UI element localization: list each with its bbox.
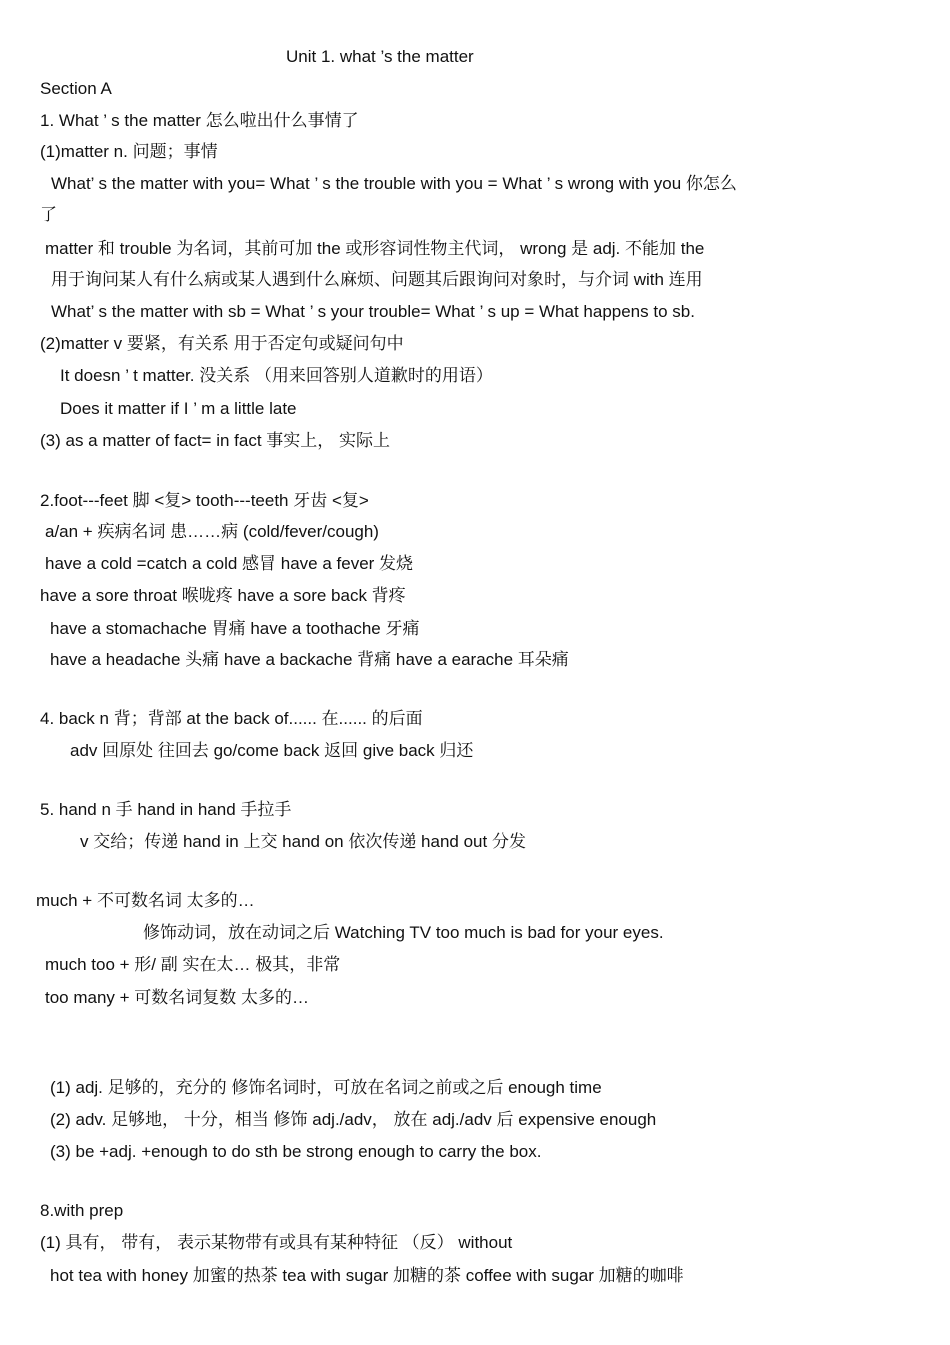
text-line: have a sore throat 喉咙疼 have a sore back 背疼 xyxy=(40,586,406,605)
text-line: 1. What ’ s the matter 怎么啦出什么事情了 xyxy=(40,111,359,130)
text-line: 修饰动词，放在动词之后 Watching TV too much is bad for your eyes. xyxy=(143,923,664,942)
text-line: What’ s the matter with you= What ’ s the trouble with you = What ’ s wrong with you 你怎么 xyxy=(51,174,737,193)
text-line: have a headache 头痛 have a backache 背痛 have a earache 耳朵痛 xyxy=(50,650,569,669)
text-line: adv 回原处 往回去 go/come back 返回 give back 归还 xyxy=(70,741,474,760)
text-line: too many + 可数名词复数 太多的… xyxy=(45,988,310,1007)
text-line: 了 xyxy=(40,205,57,224)
text-line: much too + 形/ 副 实在太… 极其，非常 xyxy=(45,955,341,974)
text-line: 4. back n 背；背部 at the back of...... 在...... 的后面 xyxy=(40,709,423,728)
text-line: 5. hand n 手 hand in hand 手拉手 xyxy=(40,800,292,819)
text-line: have a stomachache 胃痛 have a toothache 牙痛 xyxy=(50,619,420,638)
text-line: Section A xyxy=(40,79,112,98)
text-line: 8.with prep xyxy=(40,1201,124,1220)
text-line: 用于询问某人有什么病或某人遇到什么麻烦、问题其后跟询问对象时，与介词 with 连用 xyxy=(51,270,703,289)
text-line: Does it matter if I ’ m a little late xyxy=(60,399,297,418)
text-line: It doesn ’ t matter. 没关系 （用来回答别人道歉时的用语） xyxy=(60,366,493,385)
text-line: (1) adj. 足够的，充分的 修饰名词时，可放在名词之前或之后 enough time xyxy=(50,1078,602,1097)
text-line: (2) adv. 足够地， 十分，相当 修饰 adj./adv， 放在 adj./adv 后 expensive enough xyxy=(50,1110,657,1129)
text-line: (2)matter v 要紧，有关系 用于否定句或疑问句中 xyxy=(40,334,404,353)
text-line: (1)matter n. 问题；事情 xyxy=(40,142,218,161)
text-line: matter 和 trouble 为名词，其前可加 the 或形容词性物主代词， wrong 是 adj. 不能加 the xyxy=(45,239,705,258)
text-line: much + 不可数名词 太多的… xyxy=(36,891,255,910)
text-line: hot tea with honey 加蜜的热茶 tea with sugar 加糖的茶 coffee with sugar 加糖的咖啡 xyxy=(50,1266,684,1285)
text-line: have a cold =catch a cold 感冒 have a fever 发烧 xyxy=(45,554,414,573)
text-line: v 交给；传递 hand in 上交 hand on 依次传递 hand out 分发 xyxy=(80,832,526,851)
text-line: What’ s the matter with sb = What ’ s your trouble= What ’ s up = What happens to sb. xyxy=(51,302,695,321)
text-line: (3) be +adj. +enough to do sth be strong enough to carry the box. xyxy=(50,1142,542,1161)
text-line: a/an + 疾病名词 患……病 (cold/fever/cough) xyxy=(45,522,379,541)
text-line: 2.foot---feet 脚 <复> tooth---teeth 牙齿 <复> xyxy=(40,491,369,510)
page-title: Unit 1. what ’s the matter xyxy=(286,47,474,66)
text-line: (3) as a matter of fact= in fact 事实上， 实际上 xyxy=(40,431,391,450)
text-line: (1) 具有， 带有， 表示某物带有或具有某种特征 （反） without xyxy=(40,1233,513,1252)
